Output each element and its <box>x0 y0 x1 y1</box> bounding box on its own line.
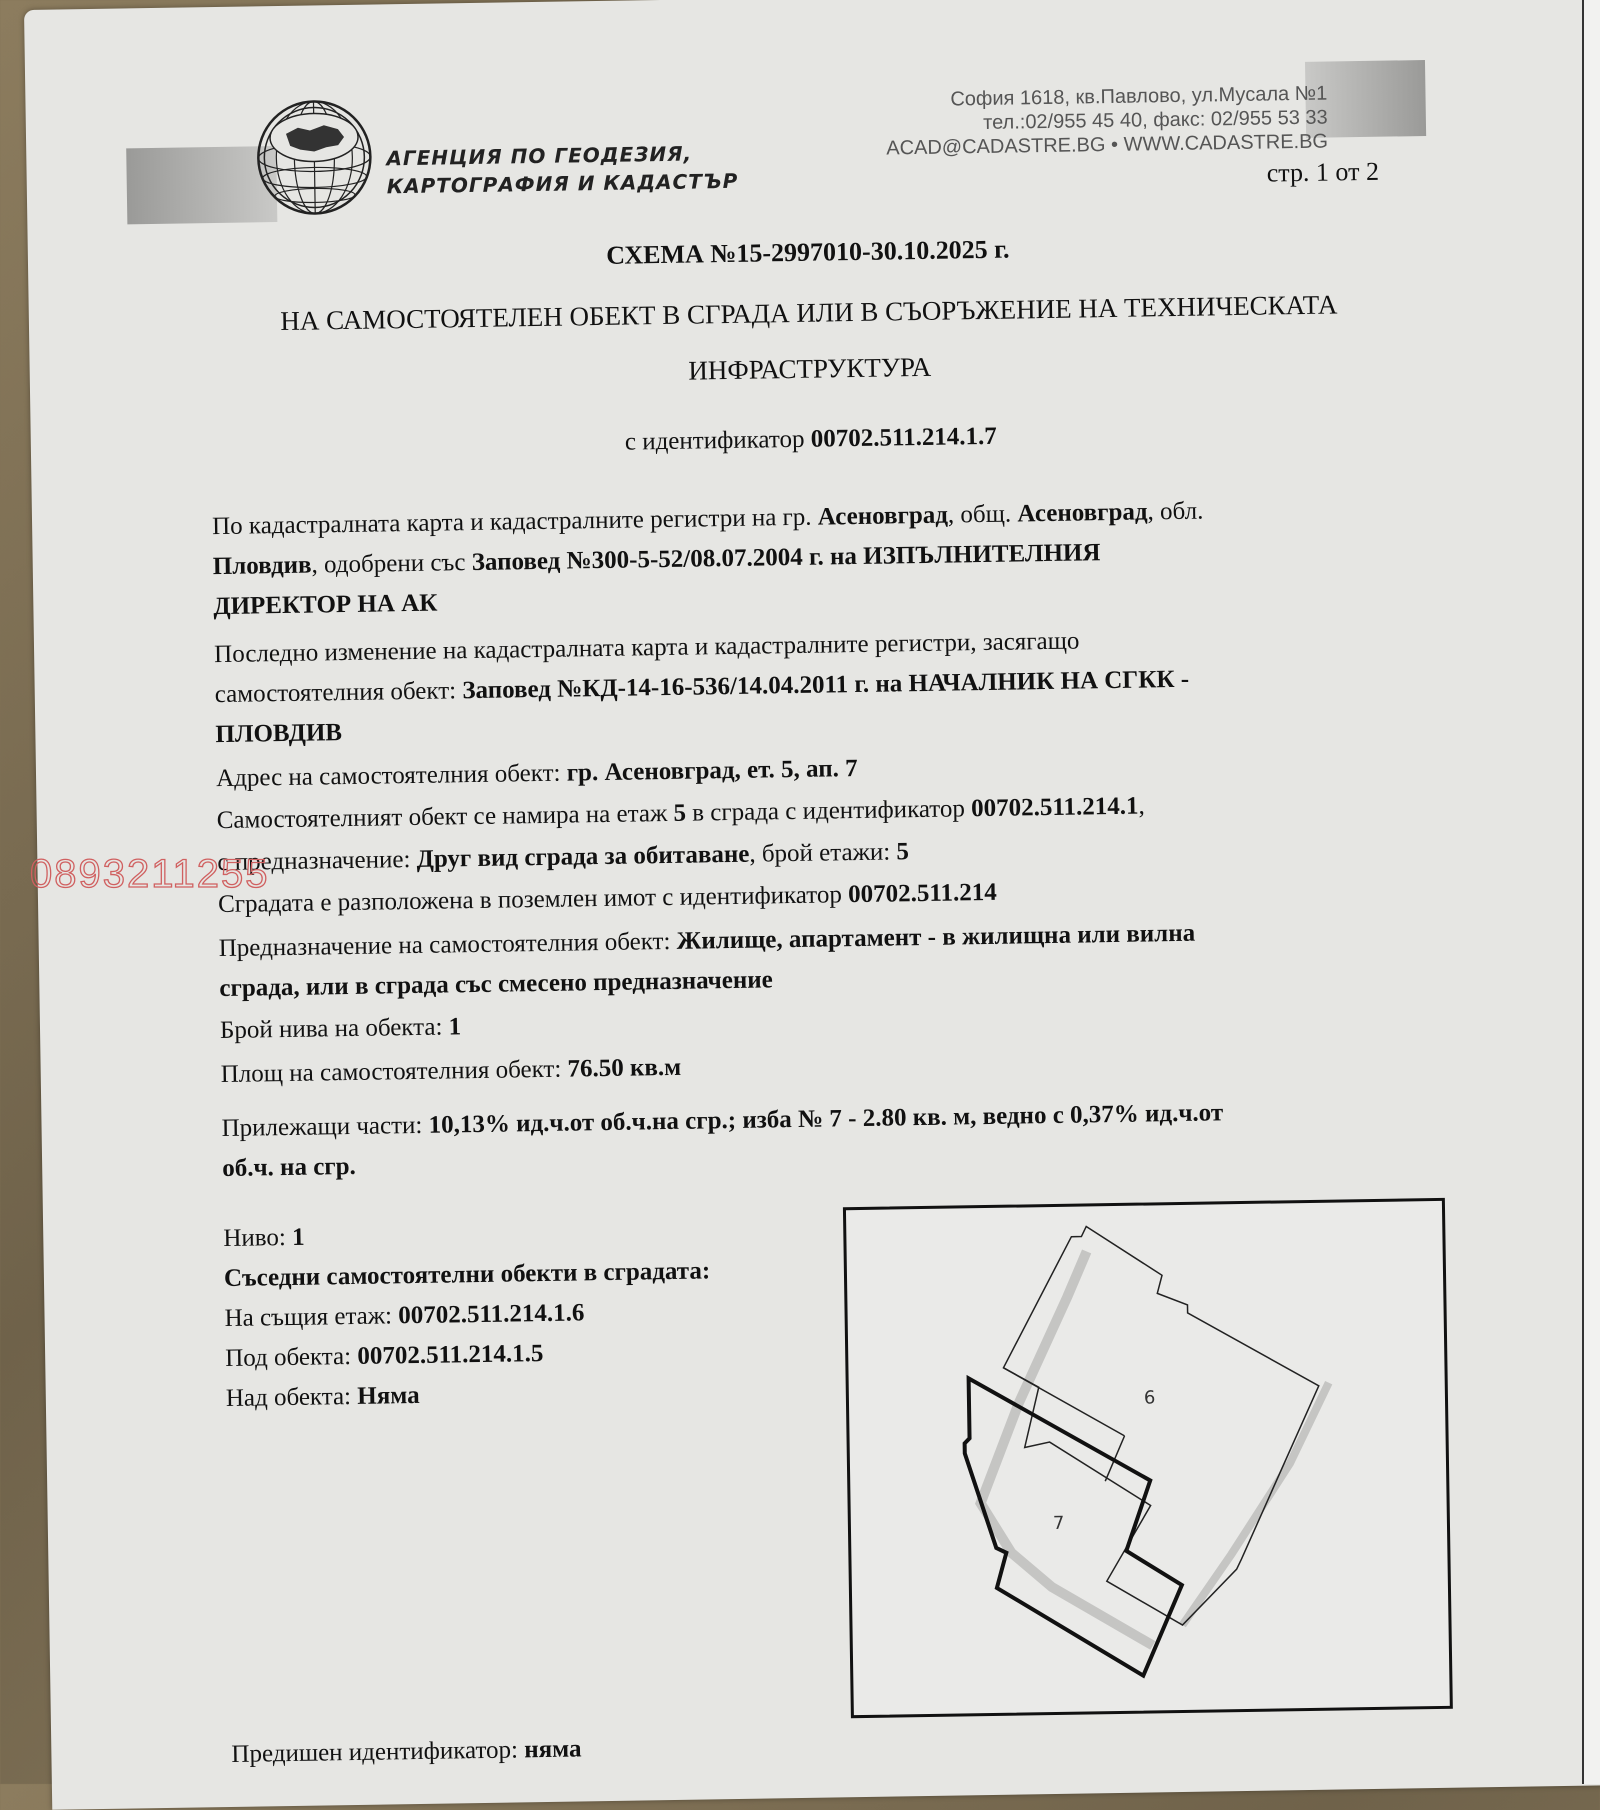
above-label: Над обекта: <box>225 1382 358 1412</box>
neighbors-block <box>223 1209 846 1419</box>
p1-order: Заповед №300-5-52/08.07.2004 г. на ИЗПЪЛНИТЕЛНИЯ <box>471 539 1101 577</box>
floors-value: 5 <box>896 838 910 866</box>
floor-plan-drawing <box>846 1201 1450 1715</box>
scheme-subtitle-line1: НА САМОСТОЯТЕЛЕН ОБЕКТ В СГРАДА ИЛИ В СЪОРЪЖЕНИЕ НА ТЕХНИЧЕСКАТА <box>280 289 1338 337</box>
area-label: Площ на самостоятелния обект: <box>220 1055 568 1089</box>
levels-value: 1 <box>448 1013 462 1041</box>
paper-right-edge <box>1582 0 1600 1784</box>
object-purpose-value: Жилище, апартамент - в жилищна или вилна <box>676 919 1196 955</box>
page-number: стр. 1 от 2 <box>1266 156 1380 188</box>
prev-id-value: няма <box>524 1735 582 1764</box>
parts-label: Прилежащи части: <box>221 1111 429 1143</box>
agency-name <box>386 139 738 201</box>
p1-text-b: , общ. <box>947 500 1018 529</box>
floor-value: 5 <box>673 799 687 827</box>
agency-name-line1: АГЕНЦИЯ ПО ГЕОДЕЗИЯ, <box>386 141 693 171</box>
contact-email-web: ACAD@CADASTRE.BG • WWW.CADASTRE.BG <box>886 130 1329 160</box>
scheme-number-title: СХЕМА №15-2997010-30.10.2025 г. <box>606 234 1010 270</box>
land-value: 00702.511.214 <box>847 878 997 909</box>
building-id-label: в сграда с идентификатор <box>685 795 972 827</box>
p1-text-c: , обл. <box>1147 497 1204 526</box>
below-label: Под обекта: <box>224 1342 358 1373</box>
contact-address: София 1618, кв.Павлово, ул.Мусала №1 <box>950 82 1328 111</box>
globe-bulgaria-logo-icon <box>253 97 375 219</box>
adjoining-parts <box>221 1090 1462 1189</box>
cadastral-map-paragraph <box>212 488 1454 627</box>
p1-region: Пловдив <box>212 551 312 581</box>
land-label: Сградата е разположена в поземлен имот с идентификатор <box>217 881 849 919</box>
same-floor-value: 00702.511.214.1.6 <box>398 1299 585 1330</box>
purpose-label: с предназначение: <box>217 845 417 877</box>
p2-text-b: самостоятелния обект: <box>214 677 463 709</box>
last-change-paragraph <box>214 616 1456 755</box>
above-value: Няма <box>357 1381 420 1410</box>
p2-text: Последно изменение на кадастралната карта и кадастралните регистри, засягащо <box>213 627 1080 669</box>
p1-municipality: Асеновград <box>1017 498 1148 528</box>
p1-text: По кадастралната карта и кадастралните регистри на гр. <box>211 503 819 541</box>
address-value: гр. Асеновград, ет. 5, ап. 7 <box>566 755 858 787</box>
document-page <box>24 0 1600 1810</box>
previous-identifier-line <box>231 1715 1471 1774</box>
level-value: 1 <box>291 1223 305 1251</box>
neighbors-heading: Съседни самостоятелни обекти в сградата: <box>223 1257 711 1293</box>
scheme-subtitle-line2: ИНФРАСТРУКТУРА <box>688 351 932 386</box>
punct: , <box>1138 792 1145 820</box>
identifier-label: с идентификатор <box>624 425 811 456</box>
phone-watermark: 0893211255 <box>30 852 270 896</box>
building-id-value: 00702.511.214.1 <box>970 792 1139 823</box>
object-purpose-value-cont: сграда, или в сграда със смесено предназначение <box>219 966 774 1003</box>
identifier-value: 00702.511.214.1.7 <box>810 422 998 453</box>
prev-id-label: Предишен идентификатор: <box>231 1736 525 1768</box>
parts-value: 10,13% ид.ч.от об.ч.на сгр.; изба № 7 - 2.80 кв. м, ведно с 0,37% ид.ч.от <box>428 1099 1224 1139</box>
object-purpose-label: Предназначение на самостоятелния обект: <box>218 927 677 963</box>
unit-6-label: 6 <box>1143 1387 1156 1409</box>
agency-contact <box>885 82 1328 161</box>
below-value: 00702.511.214.1.5 <box>357 1340 544 1370</box>
purpose-value: Друг вид сграда за обитаване <box>416 840 750 873</box>
same-floor-label: На същия етаж: <box>224 1302 399 1333</box>
floors-label: , брой етажи: <box>749 838 897 868</box>
level-label: Ниво: <box>223 1223 293 1253</box>
levels-label: Брой нива на обекта: <box>219 1013 449 1045</box>
object-identifier <box>31 413 1591 465</box>
address-label: Адрес на самостоятелния обект: <box>215 759 567 793</box>
floor-label: Самостоятелният обект се намира на етаж <box>216 799 674 835</box>
p2-order-cont: ПЛОВДИВ <box>215 719 343 749</box>
area-value: 76.50 кв.м <box>567 1053 682 1083</box>
unit-7-label: 7 <box>1052 1512 1065 1535</box>
p2-order: Заповед №КД-14-16-536/14.04.2011 г. на НАЧАЛНИК НА СГКК - <box>462 665 1190 705</box>
agency-name-line2: КАРТОГРАФИЯ И КАДАСТЪР <box>386 168 739 199</box>
p1-text-d: , одобрени със <box>311 549 472 579</box>
floor-plan-scheme <box>843 1198 1453 1718</box>
parts-value-cont: об.ч. на сгр. <box>222 1152 357 1183</box>
contact-phone-fax: тел.:02/955 45 40, факс: 02/955 53 33 <box>983 106 1328 134</box>
p1-city: Асеновград <box>817 501 949 531</box>
p1-order-cont: ДИРЕКТОР НА АК <box>213 589 438 621</box>
